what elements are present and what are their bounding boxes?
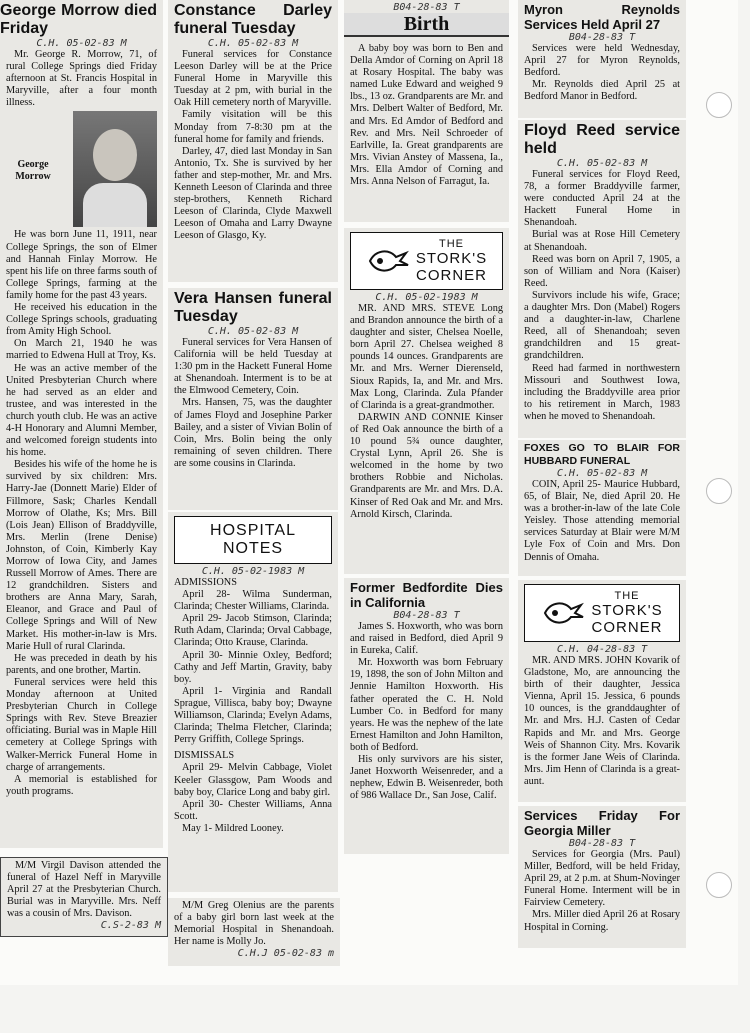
binder-hole (706, 92, 732, 118)
hubbard-funeral (518, 440, 686, 576)
paragraph: He was an active member of the United Presbyterian Church where he had served as an elder and trustee, and was interested in the church youth club. He was an active 4-H Honorary and Alumni Member, and welcomed foreign students into his home. (6, 362, 157, 459)
date-stamp: B04-28-83 T (568, 838, 636, 849)
date-stamp: B04-28-83 T (568, 32, 636, 43)
paragraph: A baby boy was born to Ben and Della Amdor of Corning on April 18 at Rosary Hospital. The baby was named Luke Edward and weighed 9 lbs., 13 oz. Grandparents are Mr. and Mrs. Delbert Walter of Bedford, Mr. and Mrs. Ed Amdor of Bedford and Rev. and Mrs. Neil Schroeder of Earlville, Ia. Great grandparents are Mrs. Vivian Anstey of Massena, Ia., Mrs. Ella Amdor of Corning and Mrs. Anna Nelson of Farragut, Ia. (350, 43, 503, 188)
admissions-label: ADMISSIONS (174, 577, 237, 588)
paragraph: M/M Greg Olenius are the parents of a baby girl born last week at the Memorial Hospital in Shenandoah. Her name is Molly Jo. (174, 900, 334, 948)
date-stamp: C.H. 05-02-1983 M (201, 566, 305, 577)
paragraph: Mrs. Hansen, 75, was the daughter of James Floyd and Josephine Parker Bailey, and a sister of Vivian Bolin of Coin, Mrs. Bolin being the only remaining of seven children. There are some cousins in Clarinda. (174, 397, 332, 469)
paragraph: Survivors include his wife, Grace; a daughter Mrs. Don (Mabel) Rogers and a daughter-in-law, Charlene Reed, all of Shenandoah; seven grandchildren and 15 great-grandchildren. (524, 289, 680, 362)
paragraph: Services were held Wednesday, April 27 for Myron Reynolds, Bedford. (524, 43, 680, 79)
date-stamp: C.H.J 05-02-83 m (237, 948, 334, 960)
obituary-georgia-miller (518, 806, 686, 948)
birth-announcement (344, 0, 509, 222)
paragraph: He received his education in the College Springs schools, graduating from Amity High School. (6, 302, 157, 338)
paragraph: Mrs. Miller died April 26 at Rosary Hospital in Corning. (524, 909, 680, 933)
paragraph: MR. AND MRS. STEVE Long and Brandon announce the birth of a daughter and sister, Chelsea Noelle, born April 27. Chelsea weighed 8 pounds 14 ounces. Grandparents are Mr. and Mrs. Werner Dierenseld, Sioux Rapids, Ia, and Mr. and Mrs. Max Long, Clarinda. Zula Pfander of Clarinda is a great-grandmother. (350, 303, 503, 411)
photo-caption: George Morrow (15, 159, 51, 183)
date-stamp: C.H. 05-02-83 M (207, 38, 299, 49)
list-item: April 29- Jacob Stimson, Clarinda; Ruth Adam, Clarinda; Orval Cabbage, Clarinda; Otto Krause, Clarinda. (174, 613, 332, 649)
headline: Vera Hansen funeral Tuesday (174, 290, 332, 325)
paragraph: MR. AND MRS. JOHN Kovarik of Gladstone, Mo, are announcing the birth of their daughter, Jessica Vienna, April 15. Jessica, 6 pounds 10 ounces, is the granddaughter of Mr. and Mrs. H.J. Casten of Cedar Rapids and Mr. and Mrs. George Weis of Shannon City. Mrs. Kovarik is the former Jane Weis of Clarinda. Mrs. Jim Henn of Clarinda is a great-aunt. (524, 655, 680, 787)
paragraph: Family visitation will be this Monday from 7-8:30 pm at the funeral home for family and friends. (174, 109, 332, 145)
paragraph: A memorial is established for youth programs. (6, 773, 157, 797)
paragraph: On March 21, 1940 he was married to Edwena Hull at Troy, Ks. (6, 338, 157, 362)
headline: George Morrow died Friday (0, 2, 157, 37)
paragraph: Burial was at Rose Hill Cemetery at Shenandoah. (524, 229, 680, 253)
paragraph: He was born June 11, 1911, near College Springs, the son of Elmer and Hannah Finlay Morrow. He spent his life on three farms south of College Springs, farming at the family home for the past 43 years. (6, 229, 157, 301)
headline: Myron Reynolds Services Held April 27 (524, 2, 680, 32)
binder-hole (706, 872, 732, 898)
paragraph: M/M Virgil Davison attended the funeral of Hazel Neff in Maryville April 27 at the Presbyterian Church. Burial was in Maryville. Mrs. Neff was a cousin of Mrs. Davison. (7, 860, 161, 920)
storks-corner-header: THE STORK'S CORNER (524, 584, 680, 642)
headline: Services Friday For Georgia Miller (524, 808, 680, 838)
note-greg-olenius (168, 898, 340, 966)
paragraph: Funeral services for Constance Leeson Darley will be at the Price Funeral Home in Maryville this Tuesday at 2 pm, with burial in the Oak Hill cemetery north of Maryville. (174, 49, 332, 109)
date-stamp: B04-28-83 T (393, 610, 460, 621)
obituary-constance-darley (168, 0, 338, 282)
obituary-myron-reynolds (518, 0, 686, 118)
stork-icon (541, 595, 585, 631)
paragraph: Services for Georgia (Mrs. Paul) Miller, Bedford, will be held Friday, April 29, at 2 p.m. at Shum-Novinger Funeral Home. Interment will be in Fairview Cemetery. (524, 849, 680, 909)
list-item: April 28- Wilma Sunderman, Clarinda; Chester Williams, Clarinda. (174, 589, 332, 613)
headline: Floyd Reed service held (524, 122, 680, 157)
storks-corner-header: THE STORK'S CORNER (350, 232, 503, 290)
paragraph: Funeral services were held this Monday afternoon at United Presbyterian Church in College Springs with Rev. Steve Breazier officiating. Burial was in Maple Hill cemetery at College Springs with Walker-Merrick Funeral Home in charge of arrangements. (6, 676, 157, 773)
paragraph: Reed was born on April 7, 1905, a son of William and Nora (Kaiser) Reed. (524, 253, 680, 289)
paragraph: Reed had farmed in northwestern Missouri and Southwest Iowa, including the Braddyville area prior to his retirement in March, 1983 when he moved to Shenandoah. (524, 362, 680, 422)
storks-corner-2 (518, 580, 686, 802)
date-stamp: C.H. 05-02-83 M (207, 326, 299, 337)
storks-corner-1 (344, 228, 509, 574)
paragraph: James S. Hoxworth, who was born and raised in Bedford, died April 9 in Eureka, Calif. (350, 621, 503, 657)
note-virgil-davison (0, 857, 168, 937)
headline: FOXES GO TO BLAIR FOR HUBBARD FUNERAL (524, 442, 680, 467)
hospital-notes-header: HOSPITAL NOTES (174, 516, 332, 564)
obituary-george-morrow (0, 0, 163, 848)
date-stamp: C.H. 05-02-83 M (556, 158, 648, 169)
paragraph: Mr. George R. Morrow, 71, of rural College Springs died Friday afternoon at St. Francis Hospital in Maryville, after a four month illness. (6, 49, 157, 109)
binder-hole (706, 478, 732, 504)
obituary-vera-hansen (168, 288, 338, 510)
date-stamp: C.H. 05-02-83 M (36, 38, 127, 49)
portrait-photo (73, 111, 157, 227)
paragraph: Besides his wife of the home he is survived by six children: Mrs. Harry-Jae (Donnett Marie) Elder of Fillmore, Sask; Charles Kendall Morrow of Olathe, Ks; Mrs. Bill (Lois Jean) Ellison of Braddyville, Mrs. Merlin (Irene Denise) Johnston, of Coin, Kimberly Kay Morrow of Iowa City, and James Russell Morrow of Ames. There are 12 grandchildren. Sisters and brothers are Anna Mary, Sarah, Eleanor, and Grace and Paul of College Springs and Will of New Market. His mother-in-law is Mrs. Marie Hull of rural Clarinda. (6, 459, 157, 652)
date-stamp: C.H. 05-02-1983 M (375, 292, 478, 303)
date-stamp: C.S-2-83 M (100, 920, 161, 932)
paragraph: Funeral services for Floyd Reed, 78, a former Braddyville farmer, were conducted April 24 at the Hackett Funeral Home in Shenandoah. (524, 169, 680, 229)
paragraph: Darley, 47, died last Monday in San Antonio, Tx. She is survived by her father and step-mother, Mr. and Mrs. Kenneth Leeson of Clarinda and three step-brothers, Kenneth Richard Leeson of Clarinda, Clyde Maxwell Leeson of Omaha and Larry Dwayne Leeson of Glasgo, Ky. (174, 145, 332, 242)
hospital-notes (168, 512, 338, 892)
date-stamp: C.H. 04-28-83 T (556, 644, 648, 655)
date-stamp: B04-28-83 T (393, 2, 460, 13)
list-item: May 1- Mildred Looney. (182, 822, 284, 834)
list-item: April 1- Virginia and Randall Sprague, Villisca, baby boy; Dwayne Williamson, Clarinda; Evelyn Adams, Clarinda; Thelma Fletcher, Clarinda; Perry Griffith, College Springs. (174, 685, 332, 746)
headline: Former Bedfordite Dies in California (350, 580, 503, 610)
dismissals-label: DISMISSALS (174, 750, 235, 762)
date-stamp: C.H. 05-02-83 M (556, 468, 648, 479)
list-item: April 29- Melvin Cabbage, Violet Keeler Glassgow, Pam Woods and baby boy, Clarice Long and baby girl. (174, 762, 332, 798)
paragraph: DARWIN AND CONNIE Kinser of Red Oak announce the birth of a 10 pound 5¾ ounce daughter, Crystal Lynn, April 26. She is welcomed in the home by two brothers Robbie and Nicholas. Grandparents are Mr. and Mrs. D.A. Kinser of Red Oak and Mr. and Mrs. Arnold Kirsch, Clarinda. (350, 411, 503, 520)
paragraph: Mr. Hoxworth was born February 19, 1898, the son of John Milton and Jennie Hamilton Hoxworth. His father operated the C. H. Nold Lumber Co. in Bedford for many years. He was the nephew of the late Ernest Hamilton and John Hamilton, both of Bedford. (350, 657, 503, 753)
obituary-hoxworth (344, 578, 509, 854)
paragraph: He was preceded in death by his parents, and one brother, Martin. (6, 652, 157, 676)
birth-title: Birth (344, 13, 509, 37)
obituary-floyd-reed (518, 120, 686, 438)
paragraph: Mr. Reynolds died April 25 at Bedford Manor in Bedford. (524, 79, 680, 103)
paragraph: His only survivors are his sister, Janet Hoxworth Weisenreder, and a nephew, Edwin B. Weisenreder, both of 986 Wallace Dr., San Jose, Calif. (350, 754, 503, 802)
paragraph: COIN, April 25- Maurice Hubbard, 65, of Blair, Ne, died April 20. He was a brother-in-law of the late Cole Yeisley. Those attending memorial services Saturday at Blair were M/M Lyle Fox of Coin and Mrs. Don Dennis of Omaha. (524, 479, 680, 563)
stork-icon (366, 243, 410, 279)
list-item: April 30- Minnie Oxley, Bedford; Cathy and Jeff Martin, Gravity, baby boy. (174, 649, 332, 685)
list-item: April 30- Chester Williams, Anna Scott. (174, 798, 332, 822)
headline: Constance Darley funeral Tuesday (174, 2, 332, 37)
paragraph: Funeral services for Vera Hansen of California will be held Tuesday at 1:30 pm in the Hackett Funeral Home at Shenandoah. Interment is to be at the Elmwood Cemetery, Coin. (174, 337, 332, 397)
